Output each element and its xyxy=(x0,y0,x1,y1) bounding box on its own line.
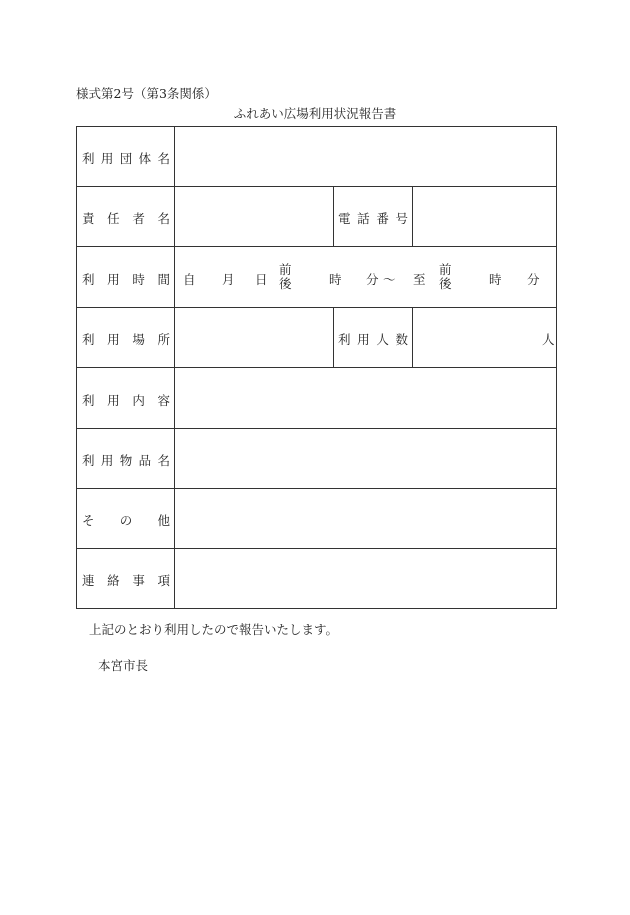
form-reference: 様式第2号（第3条関係） xyxy=(76,86,217,101)
report-statement: 上記のとおり利用したので報告いたします。 xyxy=(89,622,339,637)
time-tilde: ～ xyxy=(383,272,396,287)
column-divider xyxy=(333,307,334,368)
row-divider xyxy=(76,367,557,368)
form-title: ふれあい広場利用状況報告書 xyxy=(233,106,397,121)
label-participant-count: 利 用 人 数 xyxy=(338,332,408,347)
row-divider xyxy=(76,186,557,187)
unit-people: 人 xyxy=(542,332,555,347)
row-divider xyxy=(76,488,557,489)
column-divider xyxy=(412,307,413,368)
row-divider xyxy=(76,428,557,429)
label-usage-place: 利 用 場 所 xyxy=(82,332,170,347)
row-divider xyxy=(76,548,557,549)
label-column-divider xyxy=(174,126,175,609)
column-divider xyxy=(333,186,334,247)
ampm-end-pm: 後 xyxy=(439,276,452,291)
table-border-right xyxy=(556,126,557,609)
time-hour-start: 時 xyxy=(329,272,342,287)
label-usage-content: 利 用 内 容 xyxy=(82,393,170,408)
ampm-start xyxy=(279,263,292,291)
recipient: 本宮市長 xyxy=(98,658,149,673)
row-divider xyxy=(76,307,557,308)
ampm-end xyxy=(439,263,452,291)
ampm-start-am: 前 xyxy=(279,262,292,277)
label-other: そ の 他 xyxy=(82,513,170,528)
table-border-top xyxy=(76,126,557,127)
label-responsible-person: 責 任 者 名 xyxy=(82,211,170,226)
time-hour-end: 時 xyxy=(489,272,502,287)
table-border-left xyxy=(76,126,77,609)
time-to: 至 xyxy=(413,272,426,287)
time-minute-end: 分 xyxy=(527,272,540,287)
table-border-bottom xyxy=(76,608,557,609)
label-organization-name: 利 用 団 体 名 xyxy=(82,151,170,166)
label-phone-number: 電 話 番 号 xyxy=(338,211,408,226)
report-table xyxy=(76,126,557,609)
column-divider xyxy=(412,186,413,247)
time-month: 月 xyxy=(222,272,235,287)
ampm-start-pm: 後 xyxy=(279,276,292,291)
label-usage-time: 利 用 時 間 xyxy=(82,272,170,287)
time-minute-start: 分 xyxy=(366,272,379,287)
label-usage-items: 利 用 物 品 名 xyxy=(82,453,170,468)
row-divider xyxy=(76,246,557,247)
label-contact-matters: 連 絡 事 項 xyxy=(82,573,170,588)
ampm-end-am: 前 xyxy=(439,262,452,277)
time-from: 自 xyxy=(183,272,196,287)
time-day: 日 xyxy=(255,272,268,287)
